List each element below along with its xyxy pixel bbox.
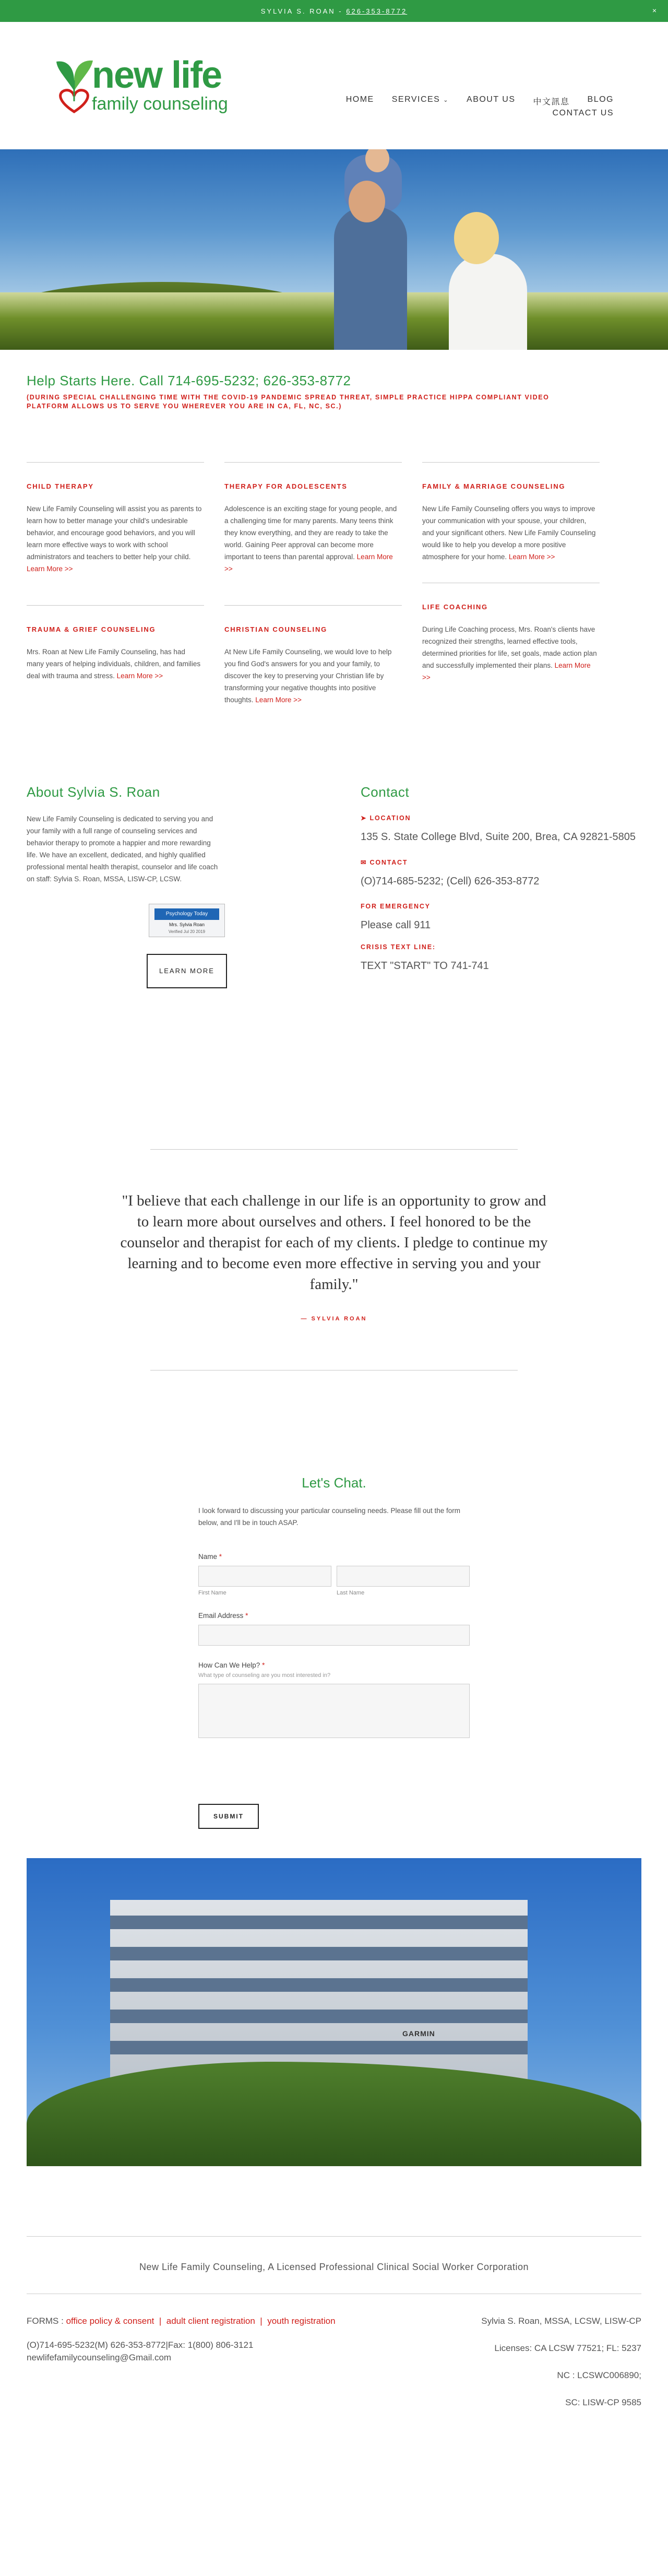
nav-about[interactable]: ABOUT US (467, 95, 516, 104)
footer-email[interactable]: newlifefamilycounseling@Gmail.com (27, 2353, 172, 2362)
heart-leaf-logo-icon (53, 54, 95, 117)
credential-nc: NC : LCSWC006890; (557, 2370, 641, 2380)
footer-corporation: New Life Family Counseling, A Licensed Professional Clinical Social Worker Corporation (139, 2262, 529, 2272)
footer-credentials (481, 2315, 641, 2420)
announcement-name: SYLVIA S. ROAN (260, 7, 336, 15)
covid-note: (DURING SPECIAL CHALLENGING TIME WITH THE COVID-19 PANDEMIC SPREAD THREAT, SIMPLE PRACTICE HIPPA COMPLIANT VIDEO PLATFORM ALLOWS US TO SERVE YOU WHEREVER YOU ARE IN CA, FL, NC, SC.) (27, 394, 550, 410)
email-input[interactable] (198, 1625, 470, 1646)
learn-more-button[interactable]: LEARN MORE (147, 954, 227, 988)
learn-more-link[interactable]: Learn More >> (422, 661, 591, 681)
nav-services[interactable] (392, 95, 449, 107)
help-title: Help Starts Here. Call 714-695-5232; 626-353-8772 (27, 373, 351, 388)
service-text: Adolescence is an exciting stage for young people, and a challenging time for many parents. Many teens think they know everything, and they are ready to take the world. Gaining Peer approval can become more important to teens than parental approval. (224, 505, 397, 561)
credential-licenses: Licenses: CA LCSW 77521; FL: 5237 (494, 2343, 641, 2353)
service-christian (224, 605, 402, 706)
service-title: CHRISTIAN COUNSELING (224, 625, 328, 633)
name-label-text: Name (198, 1553, 218, 1561)
help-label (198, 1661, 470, 1669)
main-nav (342, 95, 614, 118)
learn-more-link[interactable]: Learn More >> (508, 553, 555, 561)
contact-title: Contact (361, 784, 410, 800)
nav-services-label: SERVICES (391, 95, 440, 104)
crisis-label: CRISIS TEXT LINE: (361, 943, 436, 951)
credential-sc: SC: LISW-CP 9585 (565, 2397, 641, 2407)
psychology-today-badge[interactable] (149, 904, 225, 937)
about-title: About Sylvia S. Roan (27, 784, 160, 800)
last-name-input[interactable] (337, 1566, 470, 1587)
contact-form (198, 1475, 470, 1829)
service-text: New Life Family Counseling will assist you as parents to learn how to better manage your child's undesirable behavior, and encourage good behaviors, and you will learn more effective ways to work with school administrators and teachers to better help your child. (27, 505, 202, 561)
form-youth-registration-link[interactable]: youth registration (267, 2316, 336, 2326)
help-label-text: How Can We Help? (198, 1661, 260, 1669)
service-text: At New Life Family Counseling, we would love to help you find God's answers for you and your family, to discover the key to preserving your Christian life by transforming your negative thoughts into positive thoughts. (224, 648, 392, 704)
service-life-coaching (422, 583, 600, 683)
contact-block (361, 784, 641, 988)
hero-image (0, 149, 668, 350)
email-label (198, 1612, 470, 1620)
name-label (198, 1553, 470, 1561)
hero-mother-head (454, 212, 499, 264)
service-trauma-grief (27, 605, 204, 682)
service-title: FAMILY & MARRIAGE COUNSELING (422, 482, 566, 490)
hero-father (334, 207, 407, 350)
nav-home[interactable]: HOME (345, 95, 374, 104)
credential-name: Sylvia S. Roan, MSSA, LCSW, LISW-CP (481, 2316, 641, 2326)
first-name-caption: First Name (198, 1590, 226, 1596)
help-section (27, 350, 641, 411)
help-hint: What type of counseling are you most interested in? (198, 1672, 331, 1679)
learn-more-link[interactable]: Learn More >> (255, 696, 302, 704)
location-label: ➤ LOCATION (361, 814, 411, 822)
announcement-separator: - (335, 7, 347, 15)
crisis-text: TEXT "START" TO 741-741 (361, 960, 489, 972)
service-adolescents (224, 462, 402, 575)
first-name-input[interactable] (198, 1566, 331, 1587)
emergency-label: FOR EMERGENCY (361, 903, 431, 910)
chevron-down-icon: ⌄ (443, 97, 449, 103)
office-building-image (27, 1858, 641, 2166)
learn-more-link[interactable]: Learn More >> (27, 565, 73, 573)
site-logo[interactable] (53, 54, 241, 117)
contact-phones: (O)714-685-5232; (Cell) 626-353-8772 (361, 876, 540, 887)
logo-tagline: family counseling (92, 94, 228, 114)
service-title: CHILD THERAPY (27, 482, 94, 490)
nav-chinese[interactable]: 中文訊息 (533, 98, 570, 107)
form-office-policy-link[interactable]: office policy & consent (66, 2316, 154, 2326)
footer-phones: (O)714-695-5232(M) 626-353-8772|Fax: 1(800) 806-3121 (27, 2340, 254, 2350)
building-trees (27, 2062, 641, 2166)
close-icon[interactable]: × (652, 6, 657, 15)
last-name-caption: Last Name (337, 1590, 365, 1596)
about-contact-section (27, 784, 641, 988)
service-family-marriage (422, 462, 600, 563)
announcement-phone-link[interactable]: 626-353-8772 (346, 7, 408, 15)
badge-brand: Psychology Today (154, 908, 219, 920)
contact-label: ✉ CONTACT (361, 859, 408, 866)
about-text: New Life Family Counseling is dedicated to serving you and your family with a full range of counseling services and behavior therapy to promote a happier and more rewarding life. We have an excellent, dedicated, and highly qualified professional mental health therapist, counselor and life coach on staff: Sylvia S. Roan, MSSA, LISW-CP, LCSW. (27, 815, 218, 883)
logo-wordmark: new life (92, 54, 222, 96)
service-text: During Life Coaching process, Mrs. Roan's clients have recognized their strengths, learned effective tools, determined priorities for life, set goals, made action plan and successfully implemented their plans. (422, 625, 597, 669)
form-separator: | (157, 2316, 164, 2326)
form-title: Let's Chat. (302, 1475, 366, 1491)
badge-name: Mrs. Sylvia Roan (169, 922, 205, 927)
required-mark: * (262, 1661, 265, 1669)
nav-blog[interactable]: BLOG (587, 95, 614, 104)
footer (27, 2294, 641, 2420)
site-header (0, 22, 668, 149)
hero-father-head (349, 181, 385, 222)
emergency-text: Please call 911 (361, 919, 431, 931)
quote-author: — SYLVIA ROAN (301, 1316, 367, 1322)
service-title: LIFE COACHING (422, 603, 488, 611)
required-mark: * (219, 1553, 222, 1561)
service-text: New Life Family Counseling offers you ways to improve your communication with your spouse, your children, and your significant others. New Life Family Counseling would like to help you develop a more positive atmosphere for your home. (422, 505, 596, 561)
building-sign: GARMIN (402, 2029, 435, 2038)
announcement-bar (0, 0, 668, 22)
email-label-text: Email Address (198, 1612, 244, 1620)
learn-more-link[interactable]: Learn More >> (116, 672, 163, 680)
service-child-therapy (27, 462, 204, 575)
hero-mother (449, 254, 527, 350)
about-block (27, 784, 225, 988)
service-title: TRAUMA & GRIEF COUNSELING (27, 625, 156, 633)
form-intro: I look forward to discussing your particular counseling needs. Please fill out the form below, and I'll be in touch ASAP. (198, 1507, 461, 1527)
submit-button[interactable]: SUBMIT (198, 1804, 259, 1829)
form-separator: | (257, 2316, 265, 2326)
location-address: 135 S. State College Blvd, Suite 200, Brea, CA 92821-5805 (361, 831, 636, 843)
form-adult-registration-link[interactable]: adult client registration (166, 2316, 255, 2326)
forms-label: FORMS : (27, 2316, 66, 2326)
badge-verified: Verified Jul 20 2019 (168, 929, 206, 934)
required-mark: * (245, 1612, 248, 1620)
nav-contact[interactable]: CONTACT US (552, 109, 614, 117)
service-title: THERAPY FOR ADOLESCENTS (224, 482, 348, 490)
message-textarea[interactable] (198, 1684, 470, 1738)
quote-text: "I believe that each challenge in our life is an opportunity to grow and to learn more about ourselves and others. I feel honored to be the counselor and therapist for each of my clients. I pledge to continue my learning and to become even more effective in serving you and your family." (120, 1192, 548, 1293)
services-grid (27, 462, 641, 706)
service-text: Mrs. Roan at New Life Family Counseling, has had many years of helping individuals, children, and families deal with trauma and stress. (27, 648, 201, 680)
learn-more-link[interactable]: Learn More >> (224, 553, 393, 573)
testimonial-quote (120, 1149, 548, 1370)
